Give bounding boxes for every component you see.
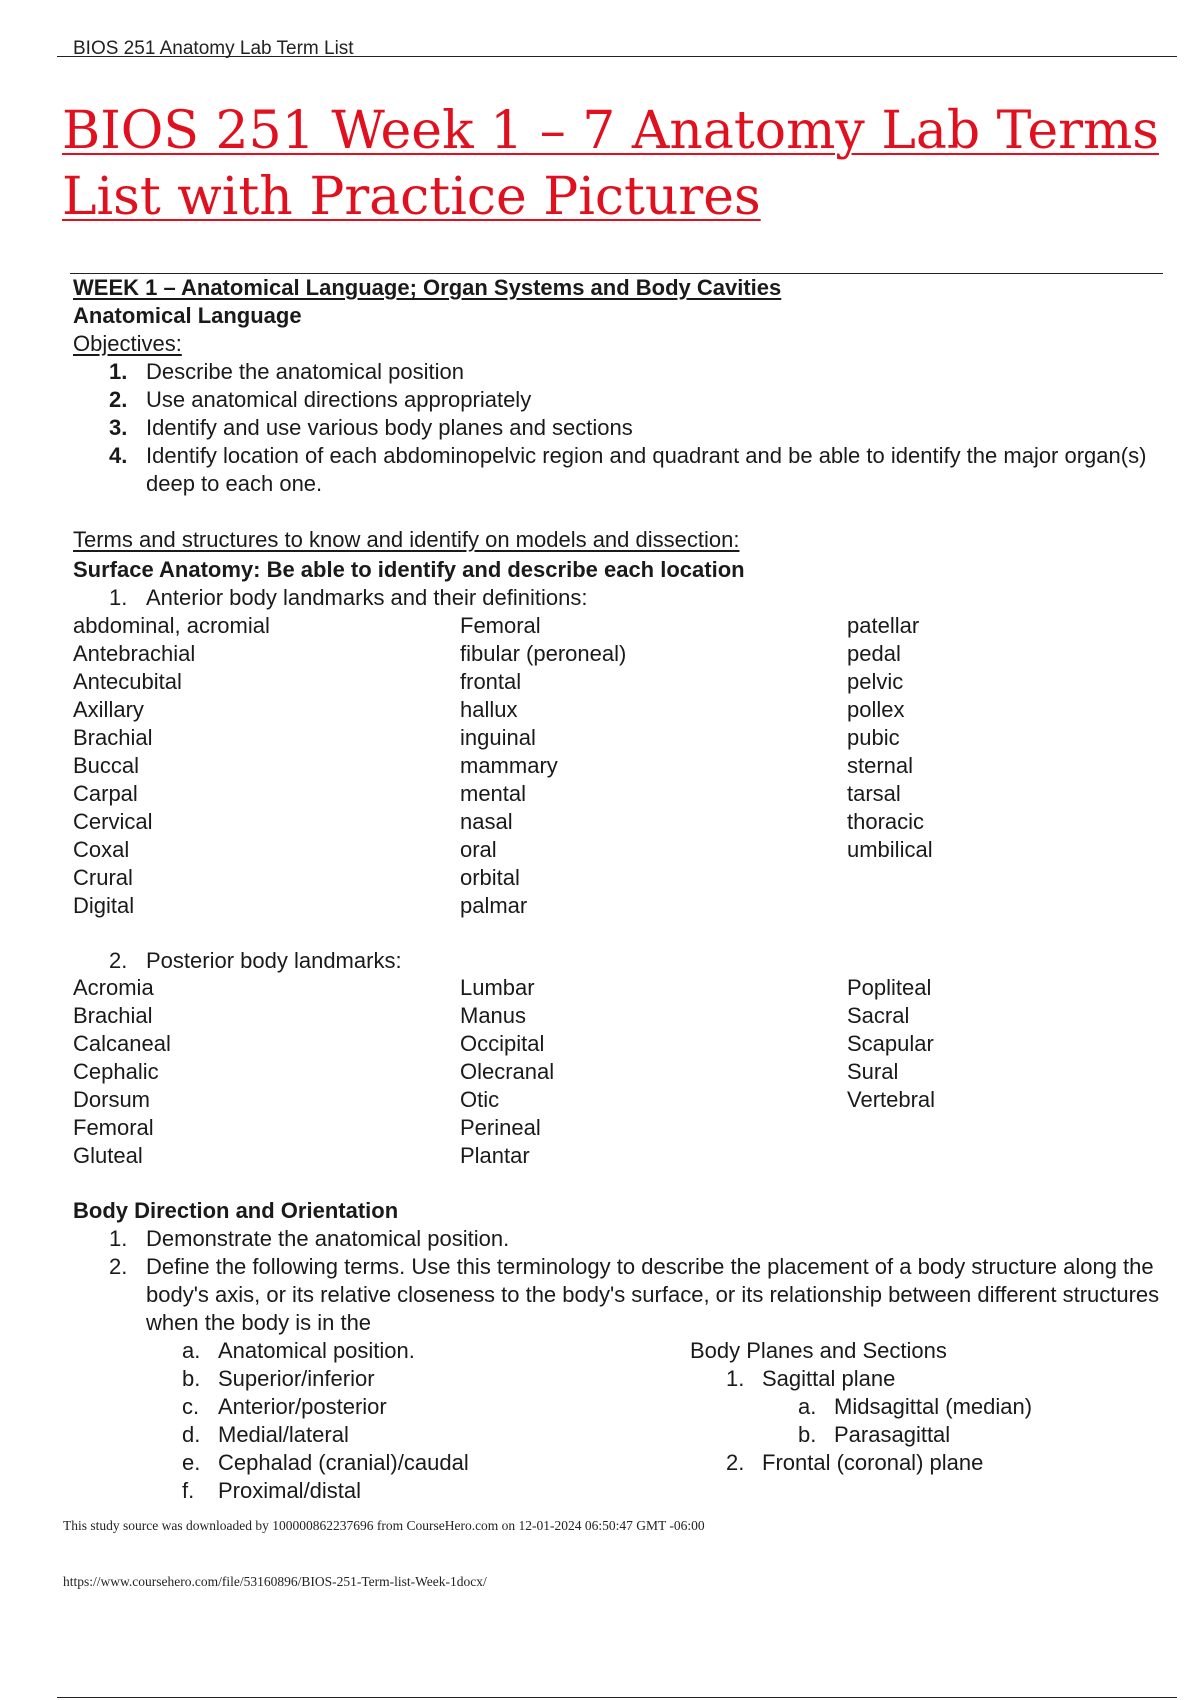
landmark-term: Antebrachial: [73, 641, 196, 666]
landmark-term: umbilical: [847, 837, 933, 862]
landmark-term: Vertebral: [847, 1087, 936, 1112]
landmark-term: patellar: [847, 613, 920, 638]
sub-term: Cephalad (cranial)/caudal: [218, 1450, 469, 1475]
landmark-term: pedal: [847, 641, 901, 666]
planes-term: Frontal (coronal) plane: [762, 1450, 984, 1475]
posterior-number: 2.: [109, 948, 128, 973]
landmark-term: Perineal: [460, 1115, 541, 1140]
posterior-label: Posterior body landmarks:: [146, 948, 402, 973]
planes-sub-letter: a.: [798, 1394, 817, 1419]
landmark-term: fibular (peroneal): [460, 641, 627, 666]
sub-letter: d.: [182, 1422, 201, 1447]
landmark-term: inguinal: [460, 725, 536, 750]
landmark-term: Olecranal: [460, 1059, 555, 1084]
landmark-term: nasal: [460, 809, 513, 834]
anterior-column-2: [460, 612, 626, 920]
header-rule: [57, 56, 1177, 57]
posterior-column-2: [460, 974, 554, 1170]
terms-label: Terms and structures to know and identify on models and dissection:: [73, 527, 740, 552]
landmark-term: Buccal: [73, 753, 140, 778]
section-heading: Anatomical Language: [73, 303, 302, 328]
planes-sub-term: Parasagittal: [834, 1422, 951, 1447]
sub-term: Superior/inferior: [218, 1366, 375, 1391]
anterior-number: 1.: [109, 585, 128, 610]
landmark-term: Sural: [847, 1059, 899, 1084]
bottom-rule: [57, 1697, 1177, 1698]
sub-letter: e.: [182, 1450, 201, 1475]
landmark-term: Scapular: [847, 1031, 934, 1056]
sub-letter: b.: [182, 1366, 201, 1391]
landmark-term: Femoral: [460, 613, 541, 638]
sub-letter: c.: [182, 1394, 200, 1419]
landmark-term: Axillary: [73, 697, 144, 722]
objective-text: Use anatomical directions appropriately: [146, 387, 532, 412]
landmark-term: Brachial: [73, 725, 153, 750]
objective-text: Identify location of each abdominopelvic region and quadrant and be able to identify the major organ(s) deep to each one.: [146, 443, 1147, 496]
landmark-term: Manus: [460, 1003, 527, 1028]
landmark-term: Plantar: [460, 1143, 530, 1168]
anterior-label: Anterior body landmarks and their definitions:: [146, 585, 588, 610]
week-heading: WEEK 1 – Anatomical Language; Organ Systems and Body Cavities: [73, 275, 782, 300]
sub-term: Anatomical position.: [218, 1338, 415, 1363]
landmark-term: frontal: [460, 669, 522, 694]
landmark-term: Gluteal: [73, 1143, 143, 1168]
landmark-term: pollex: [847, 697, 905, 722]
sub-term: Proximal/distal: [218, 1478, 362, 1503]
surface-anatomy-heading: Surface Anatomy: Be able to identify and describe each location: [73, 557, 745, 582]
landmark-term: Carpal: [73, 781, 138, 806]
direction-number: 1.: [109, 1226, 128, 1251]
landmark-term: Acromia: [73, 975, 154, 1000]
direction-heading: Body Direction and Orientation: [73, 1198, 399, 1223]
landmark-term: Dorsum: [73, 1087, 151, 1112]
landmark-term: Sacral: [847, 1003, 910, 1028]
landmark-term: Digital: [73, 893, 135, 918]
landmark-term: Occipital: [460, 1031, 545, 1056]
sub-term: Anterior/posterior: [218, 1394, 387, 1419]
landmark-term: Lumbar: [460, 975, 535, 1000]
landmark-term: abdominal, acromial: [73, 613, 270, 638]
anterior-column-1: [73, 612, 270, 920]
direction-number: 2.: [109, 1254, 128, 1279]
planes-number: 1.: [726, 1366, 745, 1391]
landmark-term: Brachial: [73, 1003, 153, 1028]
source-url[interactable]: https://www.coursehero.com/file/53160896/BIOS-251-Term-list-Week-1docx/: [63, 1574, 487, 1589]
landmark-term: thoracic: [847, 809, 925, 834]
objective-text: Describe the anatomical position: [146, 359, 464, 384]
document-title: BIOS 251 Week 1 – 7 Anatomy Lab Terms List with Practice Pictures: [62, 101, 1159, 227]
landmark-term: Cephalic: [73, 1059, 159, 1084]
landmark-term: oral: [460, 837, 497, 862]
planes-heading: Body Planes and Sections: [690, 1338, 947, 1363]
landmark-term: Femoral: [73, 1115, 154, 1140]
landmark-term: tarsal: [847, 781, 901, 806]
objective-number: 3.: [109, 415, 128, 440]
sub-letter: a.: [182, 1338, 201, 1363]
landmark-term: pubic: [847, 725, 900, 750]
direction-text: Define the following terms. Use this terminology to describe the placement of a body structure along the body's axis, or its relative closeness to the body's surface, or its relationship between different structures when the body is in the: [146, 1254, 1160, 1335]
planes-term: Sagittal plane: [762, 1366, 896, 1391]
landmark-term: mammary: [460, 753, 558, 778]
anterior-column-3: [847, 612, 933, 864]
sub-term: Medial/lateral: [218, 1422, 349, 1447]
landmark-term: Cervical: [73, 809, 153, 834]
posterior-column-3: [847, 974, 935, 1114]
planes-number: 2.: [726, 1450, 745, 1475]
landmark-term: Otic: [460, 1087, 500, 1112]
landmark-term: sternal: [847, 753, 914, 778]
landmark-term: pelvic: [847, 669, 904, 694]
landmark-term: palmar: [460, 893, 528, 918]
landmark-term: Coxal: [73, 837, 130, 862]
planes-sub-letter: b.: [798, 1422, 817, 1447]
landmark-term: hallux: [460, 697, 518, 722]
objective-number: 1.: [109, 359, 128, 384]
posterior-column-1: [73, 974, 171, 1170]
objective-text: Identify and use various body planes and sections: [146, 415, 633, 440]
landmark-term: Calcaneal: [73, 1031, 171, 1056]
landmark-term: Popliteal: [847, 975, 932, 1000]
objective-number: 2.: [109, 387, 128, 412]
landmark-term: Crural: [73, 865, 133, 890]
direction-text: Demonstrate the anatomical position.: [146, 1226, 510, 1251]
planes-sub-term: Midsagittal (median): [834, 1394, 1033, 1419]
landmark-term: orbital: [460, 865, 520, 890]
landmark-term: mental: [460, 781, 527, 806]
sub-letter: f.: [182, 1478, 195, 1503]
objectives-label: Objectives:: [73, 331, 182, 356]
objective-number: 4.: [109, 443, 128, 468]
download-notice: This study source was downloaded by 100000862237696 from CourseHero.com on 12-01-2024 06:50:47 GMT -06:00: [63, 1518, 705, 1533]
running-header: BIOS 251 Anatomy Lab Term List: [73, 38, 354, 59]
landmark-term: Antecubital: [73, 669, 182, 694]
